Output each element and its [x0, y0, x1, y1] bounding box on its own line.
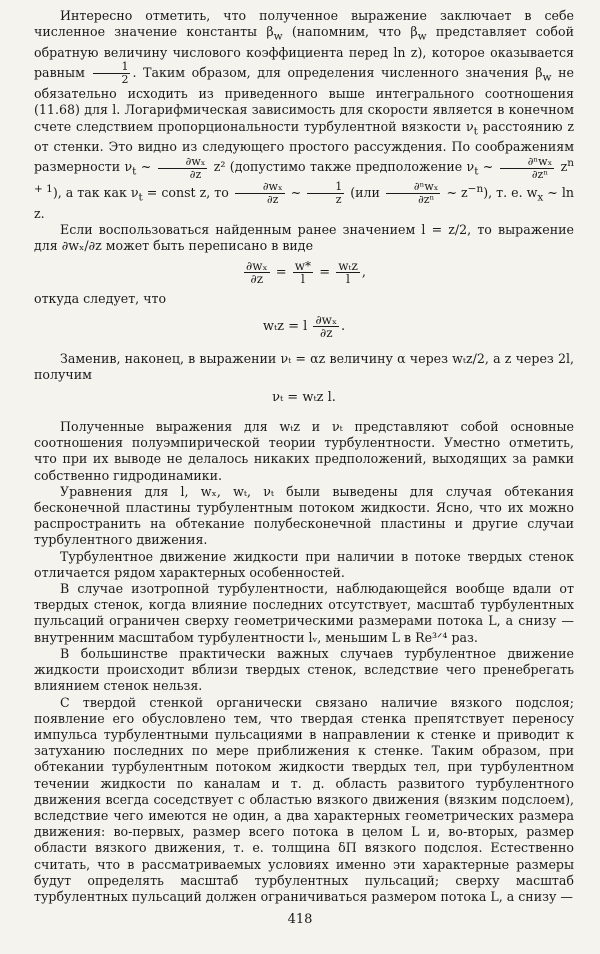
denominator: ∂z — [250, 272, 264, 287]
superscript: −n — [467, 182, 484, 195]
fraction-dnwx-dzn — [500, 156, 555, 181]
superscript: n + 1 — [34, 157, 574, 195]
numerator: 1 — [307, 181, 344, 194]
subscript: w — [542, 71, 552, 84]
document-page — [34, 8, 574, 905]
subscript: w — [417, 30, 427, 43]
numerator: ∂ⁿwₓ — [386, 181, 441, 194]
numerator: ∂wₓ — [246, 259, 268, 274]
denominator: ∂z — [319, 325, 333, 340]
equation-1 — [34, 260, 574, 285]
fraction-1-z — [307, 181, 344, 206]
numerator: ∂ⁿwₓ — [500, 156, 555, 169]
text: ~ ln z. — [34, 184, 574, 221]
numerator: ∂wₓ — [158, 156, 208, 169]
denominator: ∂zⁿ — [531, 167, 549, 181]
paragraph-2: Если воспользоваться найденным ранее значением l = z/2, то выражение для ∂wₓ/∂z может быть переписано в виде — [34, 222, 574, 254]
numerator: w* — [294, 259, 312, 274]
subscript: x — [537, 191, 544, 204]
paragraph-6: Уравнения для l, wₓ, wₜ, νₜ были выведены для случая обтекания бесконечной пластины турбулентным потоком жидкости. Ясно, что их можно распространить на обтекание полубесконечной пластины и другие случаи турбулентного движения. — [34, 483, 574, 548]
denominator: ∂z — [189, 167, 202, 181]
paragraph-4: Заменив, наконец, в выражении νₜ = αz величину α через wₜz/2, а z через 2l, получим — [34, 350, 574, 382]
page-number: 418 — [287, 912, 313, 927]
fraction-dwx-dz-2 — [235, 181, 285, 206]
text: Интересно отметить, что полученное выражение заключает в себе численное значение константы β — [34, 8, 574, 40]
text: представляет собой обратную величину числового коэффициента перед ln z), которое оказывается равным — [34, 24, 574, 81]
equation-3: νₜ = wₜz l. — [272, 390, 336, 406]
subscript: t — [132, 166, 137, 179]
text: не обязательно исходить из приведенного выше интегрального соотношения (11.68) для l. Логарифмическая зависимость для скорости является в конечном счете следствием пропорциональности турбулентной вязкости ν — [34, 65, 574, 134]
paragraph-9: В большинстве практически важных случаев турбулентное движение жидкости происходит вблизи твердых стенок, вследствие чего пренебрегать влиянием стенок нельзя. — [34, 645, 574, 694]
paragraph-7: Турбулентное движение жидкости при наличии в потоке твердых стенок отличается рядом характерных особенностей. — [34, 548, 574, 580]
equals-sign: = — [319, 265, 331, 281]
denominator: 2 — [121, 73, 129, 87]
eq2-lhs: wₜz = l — [262, 318, 308, 334]
eq1-mid — [293, 260, 313, 285]
paragraph-1 — [34, 8, 574, 222]
numerator: ∂wₓ — [235, 181, 285, 194]
subscript: w — [273, 30, 283, 43]
subscript: t — [473, 125, 478, 138]
text: ~ z — [442, 184, 468, 200]
denominator: l — [301, 272, 305, 287]
text: ), — [52, 184, 62, 200]
text: z² (допустимо также предположение ν — [209, 159, 475, 175]
text: ), т. е. w — [483, 184, 538, 200]
denominator: ∂zⁿ — [418, 192, 435, 206]
numerator: wₜz — [338, 259, 358, 274]
text: = const z, то — [142, 184, 229, 200]
denominator: l — [346, 272, 350, 287]
text: (или — [346, 184, 380, 200]
text: (напомним, что β — [282, 24, 418, 40]
subscript: t — [474, 166, 479, 179]
subscript: t — [138, 191, 143, 204]
paragraph-5: Полученные выражения для wₜz и νₜ представляют собой основные соотношения полуэмпирической теории турбулентности. Уместно отметить, что при их выводе не делалось никаких предположений, выходящих за рамки собственно гидродинамики. — [34, 419, 574, 483]
eq2-fraction — [313, 314, 339, 339]
numerator: 1 — [93, 61, 130, 74]
fraction-dwx-dz — [158, 156, 208, 181]
eq1-rhs — [336, 260, 360, 285]
sim-sign: ~ — [478, 159, 498, 175]
text: . Таким образом, для определения численного значения β — [132, 65, 543, 81]
text: расстоянию z от стенки. Это видно из следующего простого рассуждения. По соображениям размерности ν — [34, 118, 574, 175]
period: . — [341, 318, 346, 334]
denominator: ∂z — [266, 192, 279, 206]
text: а так как ν — [65, 184, 139, 200]
numerator: ∂wₓ — [315, 312, 338, 327]
fraction-dnwx-dzn-2 — [386, 181, 441, 206]
paragraph-3: откуда следует, что — [34, 291, 167, 307]
paragraph-8: В случае изотропной турбулентности, наблюдающейся вообще вдали от твердых стенок, когда влияние последних отсутствует, масштаб турбулентных пульсаций ограничен сверху геометрическими размерами потока L, а снизу — внутренним масштабом турбулентности lᵥ, меньшим L в Re³ᐟ⁴ раз. — [34, 581, 574, 645]
equals-sign: = — [275, 265, 287, 281]
paragraph-10: С твердой стенкой органически связано наличие вязкого подслоя; появление его обусловлено тем, что твердая стенка препятствует переносу импульса турбулентными пульсациями в направлении к стенке и приводит к затуханию последних по мере приближения к стенке. Таким образом, при обтекании турбулентным потоком жидкости твердых тел, при турбулентном течении жидкости по каналам и т. д. область развитого турбулентного движения всегда соседствует с областью вязкого движения (вязким подслоем), вследствие чего имеются не один, а два характерных геометрических размера движения: во-первых, размер всего потока в целом L и, во-вторых, размер области вязкого движения, т. е. толщина δП вязкого подслоя. Естественно считать, что в рассматриваемых условиях именно эти характерные размеры будут определять масштаб турбулентных пульсаций; сверху масштаб турбулентных пульсаций должен ограничиваться размером потока L, а снизу — — [34, 694, 574, 904]
eq1-lhs — [244, 260, 270, 285]
fraction-half — [93, 61, 130, 86]
text: z — [556, 159, 568, 175]
comma: , — [361, 265, 366, 281]
sim-sign: ~ — [136, 159, 156, 175]
sim-sign: ~ — [286, 184, 306, 200]
equation-2 — [34, 314, 574, 339]
denominator: z — [335, 192, 342, 206]
